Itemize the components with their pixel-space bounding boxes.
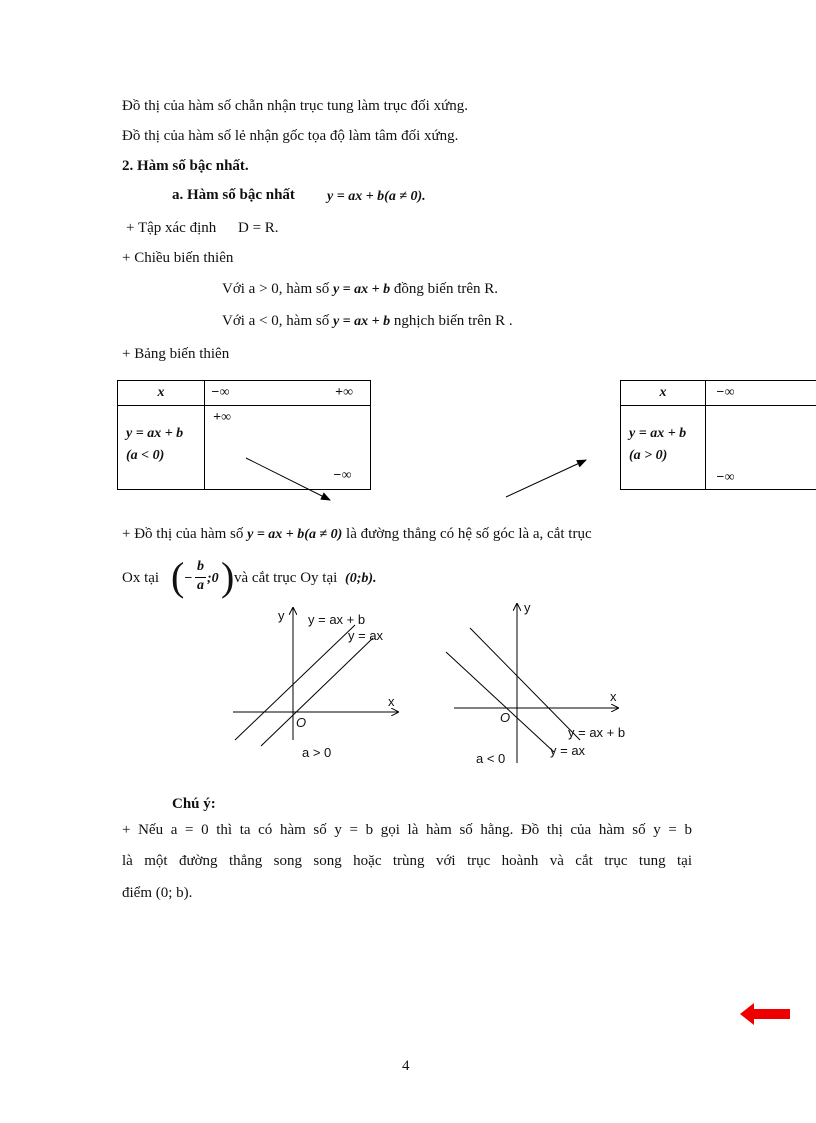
line-ax — [446, 652, 554, 752]
graph2-x-label: x — [610, 689, 617, 704]
note-heading: Chú ý: — [172, 796, 216, 812]
graph2-condition: a < 0 — [476, 751, 506, 766]
graph1-line2-label: y = ax — [348, 628, 384, 643]
graph1-y-label: y — [278, 608, 285, 623]
text-variation-table: + Bảng biến thiên — [122, 346, 230, 362]
table-row-values: −∞ — [706, 406, 816, 490]
note-line-3: điểm (0; b). — [122, 885, 193, 901]
table-row-values: +∞ −∞ — [205, 406, 371, 490]
text-decreasing: Với a < 0, hàm số y = ax + b nghịch biến trên R . — [222, 313, 513, 329]
table-header-x: x — [621, 381, 706, 406]
section-heading: 2. Hàm số bậc nhất. — [122, 158, 249, 174]
table-header-values: −∞ +∞ — [205, 381, 371, 406]
formula-domain: D = R. — [238, 220, 279, 236]
graph2-line1-label: y = ax + b — [568, 725, 626, 740]
back-arrow-icon[interactable] — [738, 1000, 794, 1028]
table-row-label: y = ax + b (a < 0) — [118, 406, 205, 490]
text-odd-function: Đồ thị của hàm số lẻ nhận gốc tọa độ làm tâm đối xứng. — [122, 128, 459, 144]
graph-decreasing — [440, 598, 640, 768]
graph2-origin: O — [500, 710, 511, 725]
formula-linear: y = ax + b(a ≠ 0). — [327, 189, 426, 204]
graph1-line1-label: y = ax + b — [308, 612, 366, 627]
text-increasing: Với a > 0, hàm số y = ax + b đồng biến trên R. — [222, 281, 499, 297]
graph1-condition: a > 0 — [302, 745, 332, 760]
table-header-x: x — [118, 381, 205, 406]
line-ax — [261, 638, 373, 746]
text-domain: + Tập xác định — [126, 220, 217, 236]
line-ax-plus-b — [235, 625, 355, 740]
increasing-arrow — [506, 460, 586, 497]
graph1-origin: O — [296, 715, 307, 730]
text-intercepts: Ox tại — [122, 570, 160, 586]
note-line-2: là một đường thẳng song song hoặc trùng với trục hoành và cắt trục tung tại — [122, 853, 692, 869]
text-y-intercept: và cắt trục Oy tại (0;b). — [234, 570, 377, 586]
subsection-heading: a. Hàm số bậc nhất — [172, 187, 295, 203]
graph1-x-label: x — [388, 694, 395, 709]
decreasing-arrow — [246, 458, 330, 500]
graph2-y-label: y — [524, 600, 531, 615]
table-row-label: y = ax + b (a > 0) — [621, 406, 706, 490]
text-variation: + Chiều biến thiên — [122, 250, 234, 266]
text-even-function: Đồ thị của hàm số chẵn nhận trục tung làm trục đối xứng. — [122, 98, 468, 114]
note-line-1: + Nếu a = 0 thì ta có hàm số y = b gọi là hàm số hằng. Đồ thị của hàm số y = b — [122, 822, 692, 838]
text-graph: + Đồ thị của hàm số y = ax + b(a ≠ 0) là đường thẳng có hệ số góc là a, cắt trục — [122, 526, 592, 542]
table-header-values: −∞ — [706, 381, 816, 406]
page-number: 4 — [402, 1058, 410, 1074]
graph2-line2-label: y = ax — [550, 743, 586, 758]
line-ax-plus-b — [470, 628, 580, 740]
